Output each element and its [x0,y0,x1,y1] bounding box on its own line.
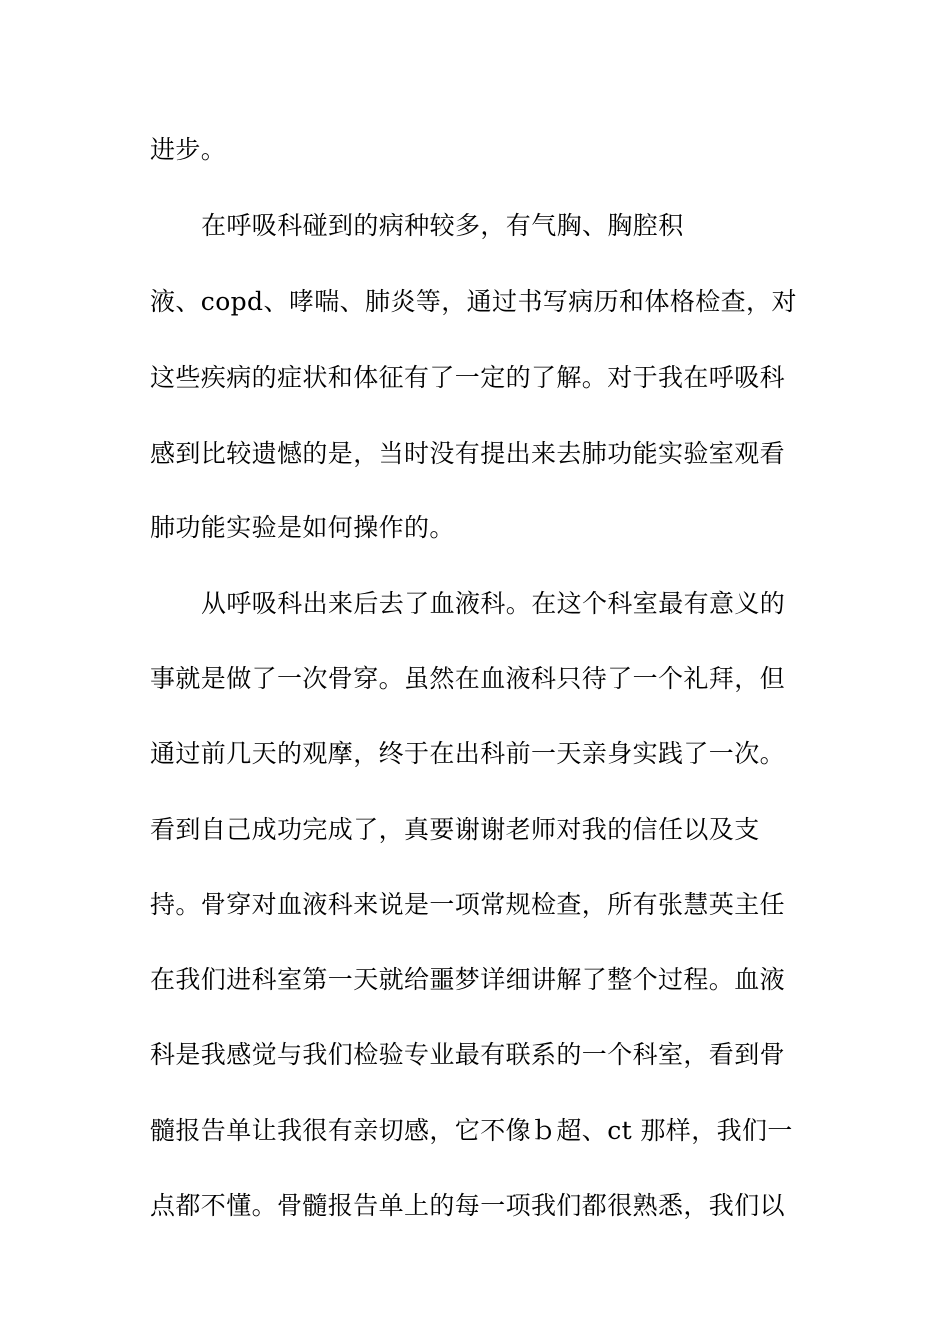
text-line-3: 液、copd、哮喘、肺炎等，通过书写病历和体格检查，对 [150,287,797,316]
text-line-12: 在我们进科室第一天就给噩梦详细讲解了整个过程。血液 [150,965,786,994]
paragraph-start-line: 在呼吸科碰到的病种较多，有气胸、胸腔积 [201,211,684,240]
text-line-11: 持。骨穿对血液科来说是一项常规检查，所有张慧英主任 [150,890,786,919]
text-line-4: 这些疾病的症状和体征有了一定的了解。对于我在呼吸科 [150,363,786,392]
text-line-14: 髓报告单让我很有亲切感，它不像ｂ超、ct 那样，我们一 [150,1116,793,1145]
text-line-8: 事就是做了一次骨穿。虽然在血液科只待了一个礼拜，但 [150,664,786,693]
text-line-6: 肺功能实验是如何操作的。 [150,513,455,542]
text-line-15: 点都不懂。骨髓报告单上的每一项我们都很熟悉，我们以 [150,1191,786,1220]
paragraph-start-line: 从呼吸科出来后去了血液科。在这个科室最有意义的 [201,589,786,618]
text-line-10: 看到自己成功完成了，真要谢谢老师对我的信任以及支 [150,815,760,844]
text-line-13: 科是我感觉与我们检验专业最有联系的一个科室，看到骨 [150,1040,786,1069]
text-line-9: 通过前几天的观摩，终于在出科前一天亲身实践了一次。 [150,739,786,768]
text-line-5: 感到比较遗憾的是，当时没有提出来去肺功能实验室观看 [150,439,786,468]
text-line-1: 进步。 [150,135,227,164]
